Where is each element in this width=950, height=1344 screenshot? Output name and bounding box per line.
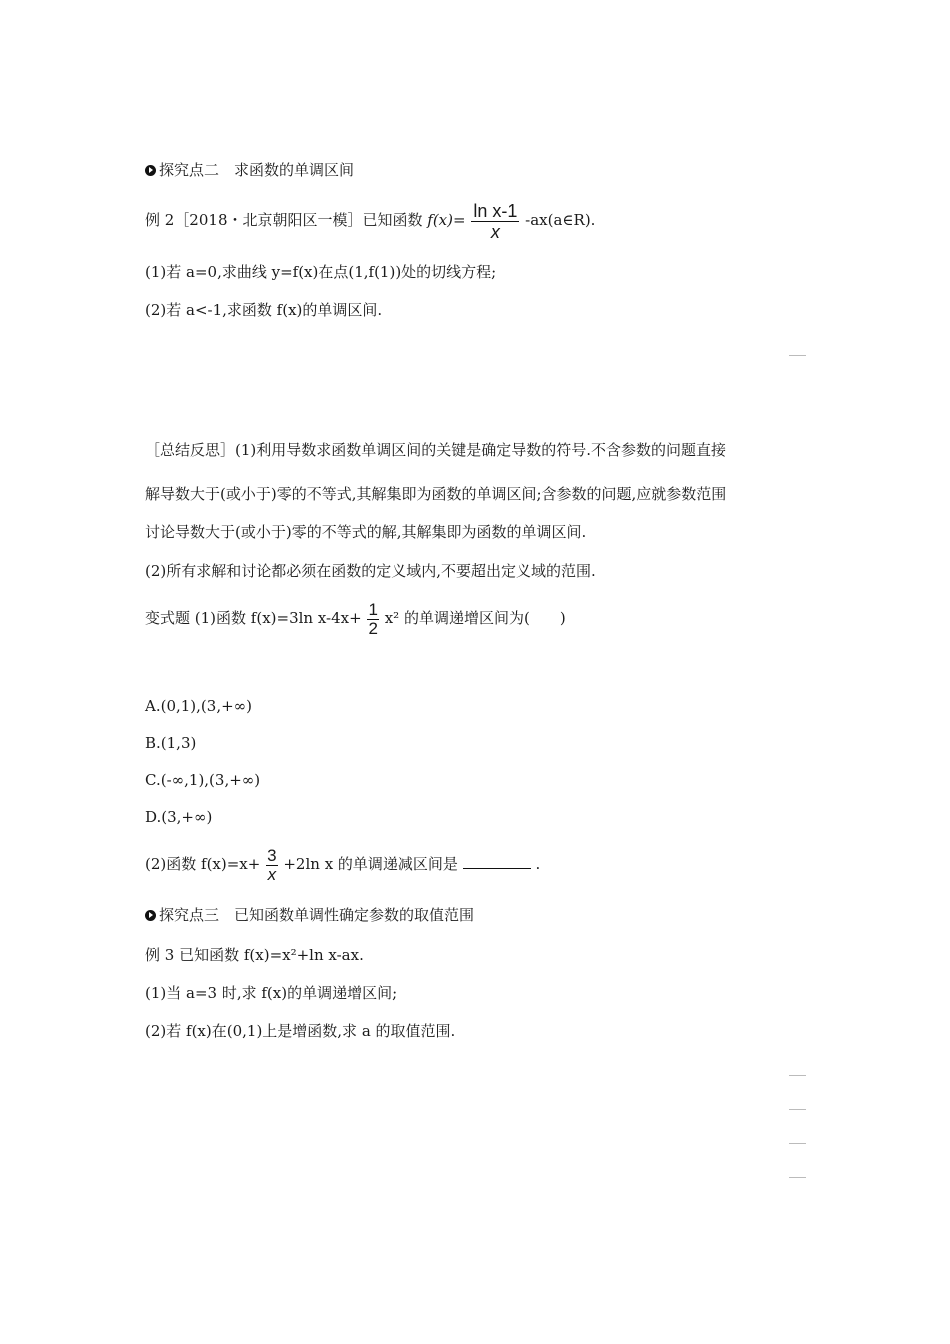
variant-question-2 (145, 844, 540, 884)
variant-q1-suffix: x² 的单调递增区间为( ) (384, 609, 566, 627)
example-tail: -ax(a∈R). (525, 211, 596, 229)
section-heading-2 (145, 160, 354, 180)
example-3-question-2: (2)若 f(x)在(0,1)上是增函数,求 a 的取值范围. (145, 1022, 456, 1040)
play-bullet-icon (145, 910, 156, 921)
fraction-numerator: 3 (267, 845, 277, 865)
option-d: D.(3,+∞) (145, 808, 213, 826)
example-3-question-1: (1)当 a=3 时,求 f(x)的单调递增区间; (145, 984, 398, 1002)
fraction (266, 847, 277, 884)
variant-q1-prefix: 变式题 (1)函数 f(x)=3ln x-4x+ (145, 609, 362, 627)
summary-line: 讨论导数大于(或小于)零的不等式的解,其解集即为函数的单调区间. (145, 523, 587, 541)
example-2-statement (145, 198, 595, 242)
margin-dash (789, 1109, 806, 1110)
option-c: C.(-∞,1),(3,+∞) (145, 771, 261, 789)
fraction (471, 201, 519, 242)
fraction-denominator: x (267, 864, 277, 884)
example-3-statement: 例 3 已知函数 f(x)=x²+ln x-ax. (145, 946, 364, 964)
variant-q2-prefix: (2)函数 f(x)=x+ (145, 855, 261, 873)
example-2-question-2: (2)若 a<-1,求函数 f(x)的单调区间. (145, 301, 383, 319)
example-intro: 例 2［2018・北京朝阳区一模］已知函数 (145, 211, 423, 229)
variant-q2-suffix: +2ln x 的单调递减区间是 (283, 855, 458, 873)
margin-dash (789, 1143, 806, 1144)
fraction-numerator: ln x-1 (473, 200, 518, 221)
example-2-question-1: (1)若 a=0,求曲线 y=f(x)在点(1,f(1))处的切线方程; (145, 263, 497, 281)
play-bullet-icon (145, 165, 156, 176)
summary-line: ［总结反思］(1)利用导数求函数单调区间的关键是确定导数的符号.不含参数的问题直接 (145, 441, 727, 459)
variant-question-1 (145, 598, 566, 638)
section-title: 探究点三 已知函数单调性确定参数的取值范围 (159, 906, 475, 924)
fraction-denominator: 2 (368, 618, 378, 638)
section-heading-3 (145, 905, 474, 925)
margin-dash (789, 1075, 806, 1076)
margin-dash (789, 355, 806, 356)
answer-blank[interactable] (463, 854, 531, 869)
fraction-numerator: 1 (368, 599, 378, 619)
option-b: B.(1,3) (145, 734, 197, 752)
section-title: 探究点二 求函数的单调区间 (159, 161, 355, 179)
function-label: f(x)= (427, 211, 466, 229)
summary-line: (2)所有求解和讨论都必须在函数的定义域内,不要超出定义域的范围. (145, 562, 596, 580)
summary-line: 解导数大于(或小于)零的不等式,其解集即为函数的单调区间;含参数的问题,应就参数范围 (145, 485, 727, 503)
option-a: A.(0,1),(3,+∞) (145, 697, 253, 715)
fraction (367, 601, 378, 638)
fraction-denominator: x (490, 221, 500, 242)
margin-dash (789, 1177, 806, 1178)
variant-q2-end: . (535, 855, 541, 873)
